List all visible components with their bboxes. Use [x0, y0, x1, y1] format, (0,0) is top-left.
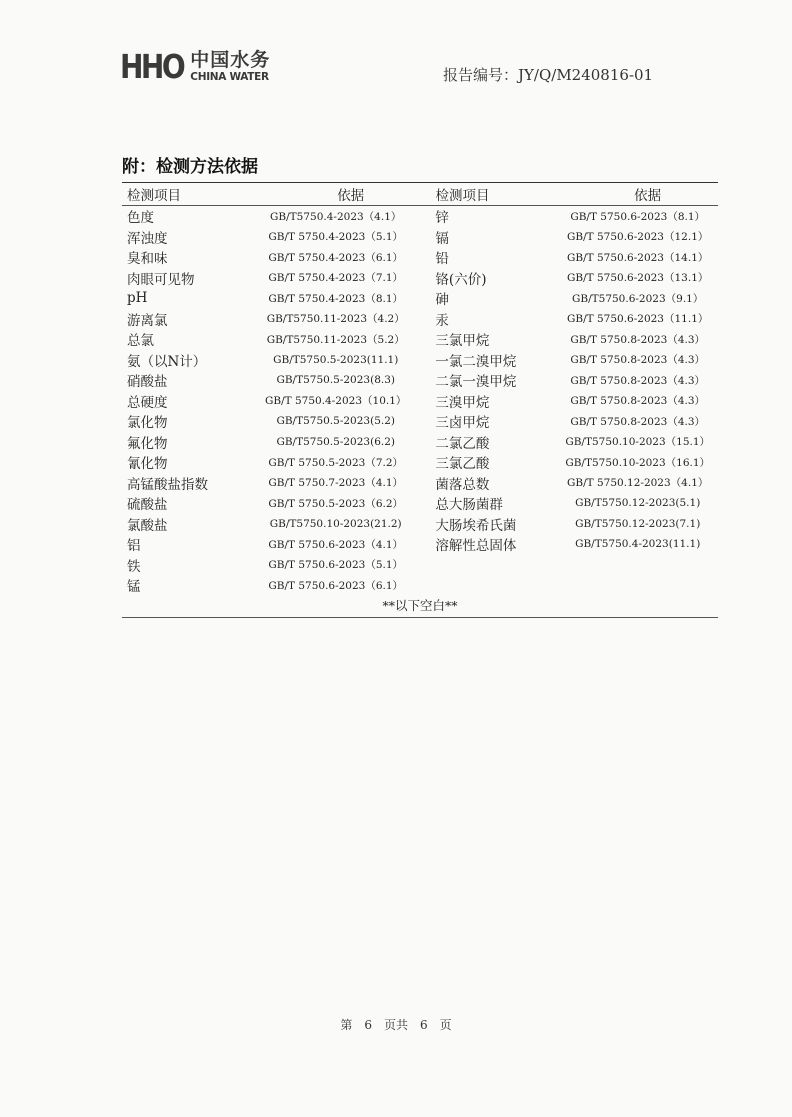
test-item-right: 大肠埃希氏菌 [435, 517, 517, 534]
method-basis-right: GB/T 5750.6-2023（13.1） [567, 272, 709, 285]
table-row [122, 350, 718, 371]
test-item-left: 浑浊度 [127, 230, 168, 247]
method-basis-left: GB/T 5750.4-2023（10.1） [265, 395, 407, 408]
blank-note: **以下空白** [382, 597, 458, 613]
table-row [122, 370, 718, 391]
table-row [122, 432, 718, 453]
method-basis-left: GB/T5750.11-2023（4.2） [266, 313, 405, 326]
page-title: 附：检测方法依据 [122, 157, 258, 177]
table-row [122, 555, 718, 576]
method-basis-table [122, 182, 718, 618]
logo-chinese-name: 中国水务 [190, 48, 271, 71]
table-bottom-rule [122, 617, 718, 618]
test-item-left: 硝酸盐 [127, 374, 168, 391]
test-item-right: 二氯一溴甲烷 [435, 374, 517, 391]
test-item-right: 总大肠菌群 [435, 497, 503, 514]
header-item-2: 检测项目 [435, 188, 490, 204]
header-basis-1: 依据 [337, 188, 365, 204]
method-basis-right: GB/T 5750.8-2023（4.3） [570, 395, 706, 408]
test-item-right: 三氯乙酸 [435, 456, 490, 473]
test-item-left: 肉眼可见物 [127, 271, 195, 288]
test-item-left: 氨（以N计） [127, 353, 207, 370]
report-number: 报告编号：JY/Q/M240816-01 [443, 66, 654, 84]
test-item-left: 臭和味 [127, 251, 168, 268]
table-row [122, 227, 718, 248]
test-item-left: 氰化物 [127, 456, 168, 473]
header-basis-2: 依据 [634, 188, 662, 204]
method-basis-left: GB/T 5750.6-2023（6.1） [268, 579, 404, 592]
table-row [122, 288, 718, 309]
test-item-left: 铁 [127, 558, 141, 575]
method-basis-right: GB/T5750.6-2023（9.1） [572, 292, 704, 305]
test-item-left: 总硬度 [127, 394, 168, 411]
test-item-right: 溶解性总固体 [435, 538, 517, 555]
method-basis-right: GB/T 5750.8-2023（4.3） [570, 374, 706, 387]
test-item-right: 二氯乙酸 [435, 435, 490, 452]
test-item-left: 色度 [127, 210, 154, 227]
china-water-logo [120, 47, 270, 86]
table-row [122, 575, 718, 596]
test-item-left: pH [127, 290, 148, 307]
test-item-right: 锌 [435, 210, 449, 227]
table-row [122, 309, 718, 330]
method-basis-right: GB/T 5750.12-2023（4.1） [567, 477, 709, 490]
method-basis-right: GB/T5750.10-2023（16.1） [565, 456, 711, 469]
method-basis-right: GB/T5750.4-2023(11.1) [575, 538, 701, 551]
table-row [122, 206, 718, 227]
method-basis-right: GB/T 5750.8-2023（4.3） [570, 333, 706, 346]
table-row [122, 473, 718, 494]
test-item-right: 三卤甲烷 [435, 415, 490, 432]
method-basis-left: GB/T5750.5-2023(6.2) [276, 435, 395, 448]
table-row [122, 268, 718, 289]
test-item-right: 汞 [435, 312, 449, 329]
test-item-right: 铅 [435, 251, 449, 268]
test-item-left: 锰 [127, 579, 141, 596]
method-basis-right: GB/T 5750.6-2023（11.1） [567, 313, 709, 326]
test-item-right: 镉 [435, 230, 449, 247]
table-row [122, 514, 718, 535]
test-item-right: 砷 [435, 292, 449, 309]
method-basis-left: GB/T 5750.4-2023（5.1） [268, 231, 404, 244]
table-row [122, 411, 718, 432]
test-item-left: 总氯 [127, 333, 154, 350]
method-basis-left: GB/T5750.11-2023（5.2） [266, 333, 405, 346]
method-basis-right: GB/T 5750.8-2023（4.3） [570, 354, 706, 367]
test-item-right: 菌落总数 [435, 476, 490, 493]
table-row [122, 493, 718, 514]
test-item-left: 铝 [127, 538, 141, 555]
table-row [122, 247, 718, 268]
logo-mark: HHO [120, 47, 184, 86]
method-basis-left: GB/T 5750.5-2023（6.2） [268, 497, 404, 510]
test-item-right: 一氯二溴甲烷 [435, 353, 517, 370]
test-item-left: 游离氯 [127, 312, 168, 329]
method-basis-left: GB/T5750.10-2023(21.2) [269, 517, 402, 530]
test-item-left: 氟化物 [127, 435, 168, 452]
logo-text [190, 48, 271, 83]
test-item-left: 氯化物 [127, 415, 168, 432]
table-body [122, 206, 718, 596]
logo-english-name: CHINA WATER [190, 70, 269, 83]
test-item-right: 铬(六价) [435, 271, 487, 288]
table-row [122, 391, 718, 412]
method-basis-left: GB/T 5750.4-2023（8.1） [268, 292, 404, 305]
test-item-left: 氯酸盐 [127, 517, 168, 534]
method-basis-left: GB/T 5750.6-2023（4.1） [268, 538, 404, 551]
page-number: 第 6 页共 6 页 [340, 1018, 452, 1032]
method-basis-left: GB/T 5750.4-2023（7.1） [268, 272, 404, 285]
table-row [122, 452, 718, 473]
test-item-left: 高锰酸盐指数 [127, 476, 208, 493]
method-basis-right: GB/T5750.12-2023(5.1) [575, 497, 701, 510]
method-basis-right: GB/T5750.10-2023（15.1） [565, 436, 711, 449]
method-basis-right: GB/T 5750.8-2023（4.3） [570, 415, 706, 428]
table-header-row [122, 183, 718, 205]
method-basis-right: GB/T 5750.6-2023（12.1） [567, 231, 709, 244]
test-item-right: 三溴甲烷 [435, 394, 490, 411]
method-basis-left: GB/T5750.5-2023(11.1) [273, 353, 399, 366]
method-basis-right: GB/T 5750.6-2023（8.1） [570, 210, 706, 223]
method-basis-left: GB/T 5750.7-2023（4.1） [268, 477, 404, 490]
method-basis-left: GB/T5750.4-2023（4.1） [270, 210, 402, 223]
method-basis-left: GB/T5750.5-2023(5.2) [276, 415, 395, 428]
table-row [122, 329, 718, 350]
method-basis-right: GB/T 5750.6-2023（14.1） [567, 251, 709, 264]
method-basis-right: GB/T5750.12-2023(7.1) [575, 517, 701, 530]
method-basis-left: GB/T 5750.5-2023（7.2） [268, 456, 404, 469]
test-item-left: 硫酸盐 [127, 497, 168, 514]
method-basis-left: GB/T5750.5-2023(8.3) [276, 374, 395, 387]
test-item-right: 三氯甲烷 [435, 333, 490, 350]
method-basis-left: GB/T 5750.6-2023（5.1） [268, 559, 404, 572]
header-item-1: 检测项目 [127, 188, 181, 204]
method-basis-left: GB/T 5750.4-2023（6.1） [268, 251, 404, 264]
table-row [122, 534, 718, 555]
